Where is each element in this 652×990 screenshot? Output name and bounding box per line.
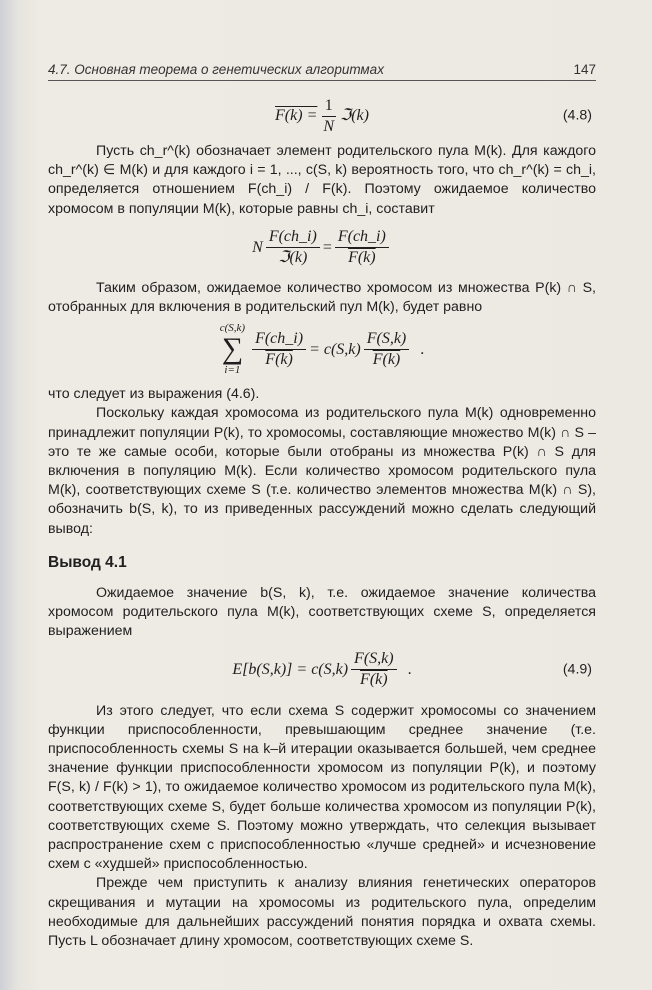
equation-4-8	[48, 96, 596, 136]
eq-c-num2: F(S,k)	[364, 330, 410, 350]
eq-b-equals: =	[322, 239, 332, 257]
eq-b-prefix: N	[252, 239, 263, 257]
eq-4-9-numerator: F(S,k)	[351, 650, 397, 670]
equation-4-9	[48, 642, 596, 698]
eq-4-8-fraction	[320, 97, 337, 136]
eq-b-fraction-2	[335, 228, 389, 267]
eq-4-9-lhs: E[b(S,k)] = c(S,k)	[232, 661, 349, 679]
eq-4-8-lhs: F(k) =	[275, 107, 318, 125]
eq-c-mid: = c(S,k)	[309, 340, 361, 358]
eq-c-den2: F(k)	[372, 350, 401, 368]
eq-c-den1: F(k)	[265, 350, 293, 368]
sigma-symbol: ∑	[221, 332, 244, 366]
eq-4-8-rhs: ℑ(k)	[340, 107, 369, 125]
equation-sum	[48, 317, 596, 381]
paragraph-3: что следует из выражения (4.6).	[48, 386, 260, 403]
eq-c-num1: F(ch_i)	[252, 330, 306, 350]
eq-4-8-numerator: 1	[322, 97, 336, 117]
eq-c-tail: .	[420, 340, 425, 358]
paragraph-7: Прежде чем приступить к анализу влияния генетических операторов скрещивания и мутации на хромосомы из родительского пула, определим необходимые для дальнейших рассуждений понятия порядка и охвата схемы. Пусть L обозначает длину хромосом, соответствующих схеме S.	[48, 875, 596, 950]
eq-4-9-label: (4.9)	[562, 661, 592, 678]
eq-c-fraction-2	[364, 330, 410, 369]
paragraph-5: Ожидаемое значение b(S, k), т.е. ожидаемое значение количества хромосом родительского пула M(k), соответствующих схеме S, определяется выражением	[48, 585, 596, 640]
sum-upper-limit: c(S,k)	[219, 322, 246, 335]
eq-4-9-tail: .	[407, 661, 412, 679]
running-header	[48, 62, 596, 81]
eq-4-9-fraction	[351, 650, 397, 689]
paragraph-2: Таким образом, ожидаемое количество хромосом из множества P(k) ∩ S, отобранных для включения в родительский пул M(k), будет равно	[48, 279, 596, 316]
sum-lower-limit: i=1	[224, 364, 241, 377]
eq-b-den1: ℑ(k)	[278, 249, 308, 267]
sum-operator	[220, 322, 245, 376]
chapter-title: 4.7. Основная теорема о генетических алгоритмах	[48, 62, 384, 77]
equation-expected-count	[48, 223, 596, 273]
eq-b-fraction-1	[266, 228, 320, 267]
paragraph-4: Поскольку каждая хромосома из родительского пула M(k) одновременно принадлежит популяции P(k), то хромосомы, составляющие множество M(k) ∩ S – это те же самые особи, которые были отобраны из множества P(k) ∩ S для включения в популяцию M(k). Если количество хромосом родительского пула M(k), соответствующих схеме S (т.е. количество элементов множества M(k) ∩ S), обозначить b(S, k), то из приведенных рассуждений можно сделать следующий вывод:	[48, 405, 596, 537]
page-body	[48, 96, 596, 951]
eq-4-9-denominator: F(k)	[360, 671, 388, 689]
eq-4-8-denominator: N	[323, 117, 335, 135]
eq-b-den2: F(k)	[348, 249, 376, 267]
eq-c-fraction-1	[252, 330, 306, 369]
paragraph-1: Пусть ch_r^(k) обозначает элемент родительского пула M(k). Для каждого ch_r^(k) ∈ M(k) и для каждого i = 1, ..., c(S, k) вероятность того, что ch_r^(k) = ch_i, определяется отношением F(ch_i) / F(k). Поэтому ожидаемое количество хромосом в популяции M(k), которые равны ch_i, составит	[48, 143, 596, 217]
eq-b-num1: F(ch_i)	[266, 228, 320, 248]
paragraph-6: Из этого следует, что если схема S содержит хромосомы со значением функции приспособленности, превышающим среднее значение (т.е. приспособленность схемы S на k–й итерации оказывается большей, чем среднее значение функции приспособленности хромосом из популяции P(k), и поэтому F(S, k) / F(k) > 1), то ожидаемое количество хромосом из родительского пула M(k), соответствующих схеме S, будет больше количества хромосом из популяции P(k), соответствующих схеме S. Поэтому можно утверждать, что селекция вызывает распространение схем с приспособленностью «лучше средней» и исчезновение схем с «худшей» приспособленностью.	[48, 702, 596, 873]
eq-4-8-label: (4.8)	[562, 107, 592, 124]
conclusion-heading: Вывод 4.1	[48, 553, 127, 571]
eq-b-num2: F(ch_i)	[335, 228, 389, 248]
page-number: 147	[573, 62, 596, 77]
